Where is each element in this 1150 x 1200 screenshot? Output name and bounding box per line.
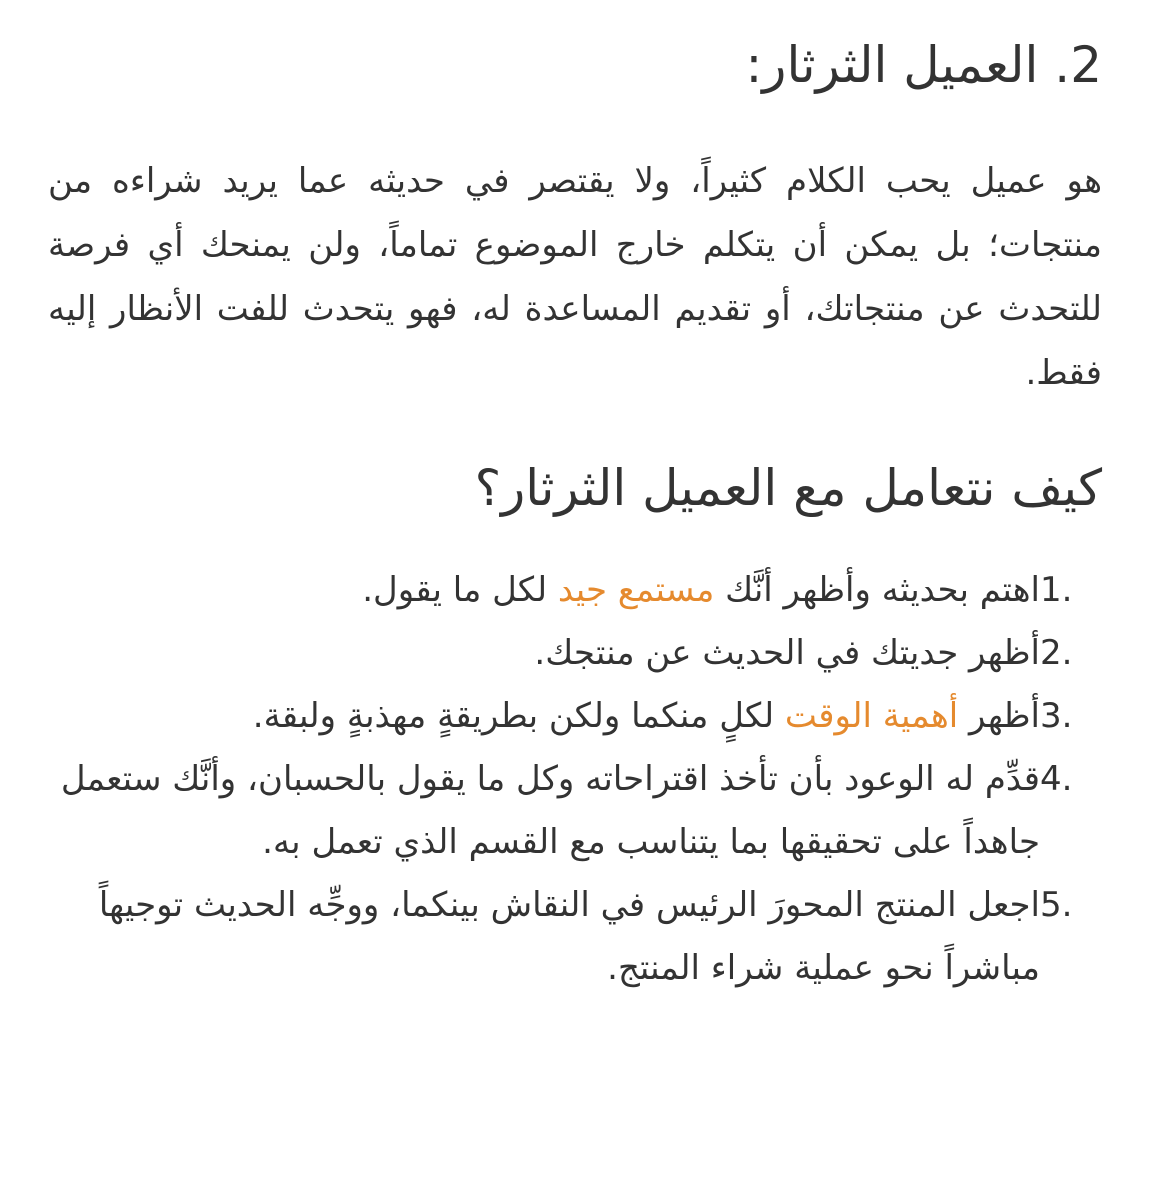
highlighted-phrase: مستمع جيد: [557, 570, 715, 610]
list-item-text-before: أظهر: [958, 696, 1040, 736]
list-item: [48, 559, 1102, 622]
list-item-text-after: لكلٍ منكما ولكن بطريقةٍ مهذبةٍ ولبقة.: [252, 696, 785, 736]
list-item-text: [48, 559, 1040, 622]
section-title: 2. العميل الثرثار:: [745, 36, 1102, 94]
list-item: [48, 748, 1102, 874]
list-item-number: 1.: [1040, 570, 1073, 610]
list-item: [48, 874, 1102, 1000]
list-item-text: [48, 685, 1040, 748]
list-item-text: أظهر جديتك في الحديث عن منتجك.: [534, 633, 1040, 673]
list-item: [48, 685, 1102, 748]
list-item-text-after: لكل ما يقول.: [362, 570, 558, 610]
steps-list: [48, 559, 1102, 1000]
list-item-number: 5.: [1040, 885, 1073, 925]
highlighted-phrase: أهمية الوقت: [784, 696, 959, 736]
list-item-number: 4.: [1040, 759, 1073, 799]
list-item: [48, 622, 1102, 685]
subsection-title: كيف نتعامل مع العميل الثرثار؟: [474, 458, 1102, 517]
list-item-text-before: اهتم بحديثه وأظهر أنَّك: [714, 570, 1040, 610]
intro-paragraph: هو عميل يحب الكلام كثيراً، ولا يقتصر في حديثه عما يريد شراءه من منتجات؛ بل يمكن أن يتكلم خارج الموضوع تماماً، ولن يمنحك أي فرصة للتحدث عن منتجاتك، أو تقديم المساعدة له، فهو يتحدث للفت الأنظار إليه فقط.: [48, 160, 1102, 393]
list-item-text: اجعل المنتج المحورَ الرئيس في النقاش بينكما، ووجِّه الحديث توجيهاً مباشراً نحو عملية شراء المنتج.: [98, 885, 1040, 988]
list-item-text: قدِّم له الوعود بأن تأخذ اقتراحاته وكل ما يقول بالحسبان، وأنَّك ستعمل جاهداً على تحقيقها بما يتناسب مع القسم الذي تعمل به.: [60, 759, 1040, 862]
list-item-number: 2.: [1040, 633, 1073, 673]
list-item-number: 3.: [1040, 696, 1073, 736]
